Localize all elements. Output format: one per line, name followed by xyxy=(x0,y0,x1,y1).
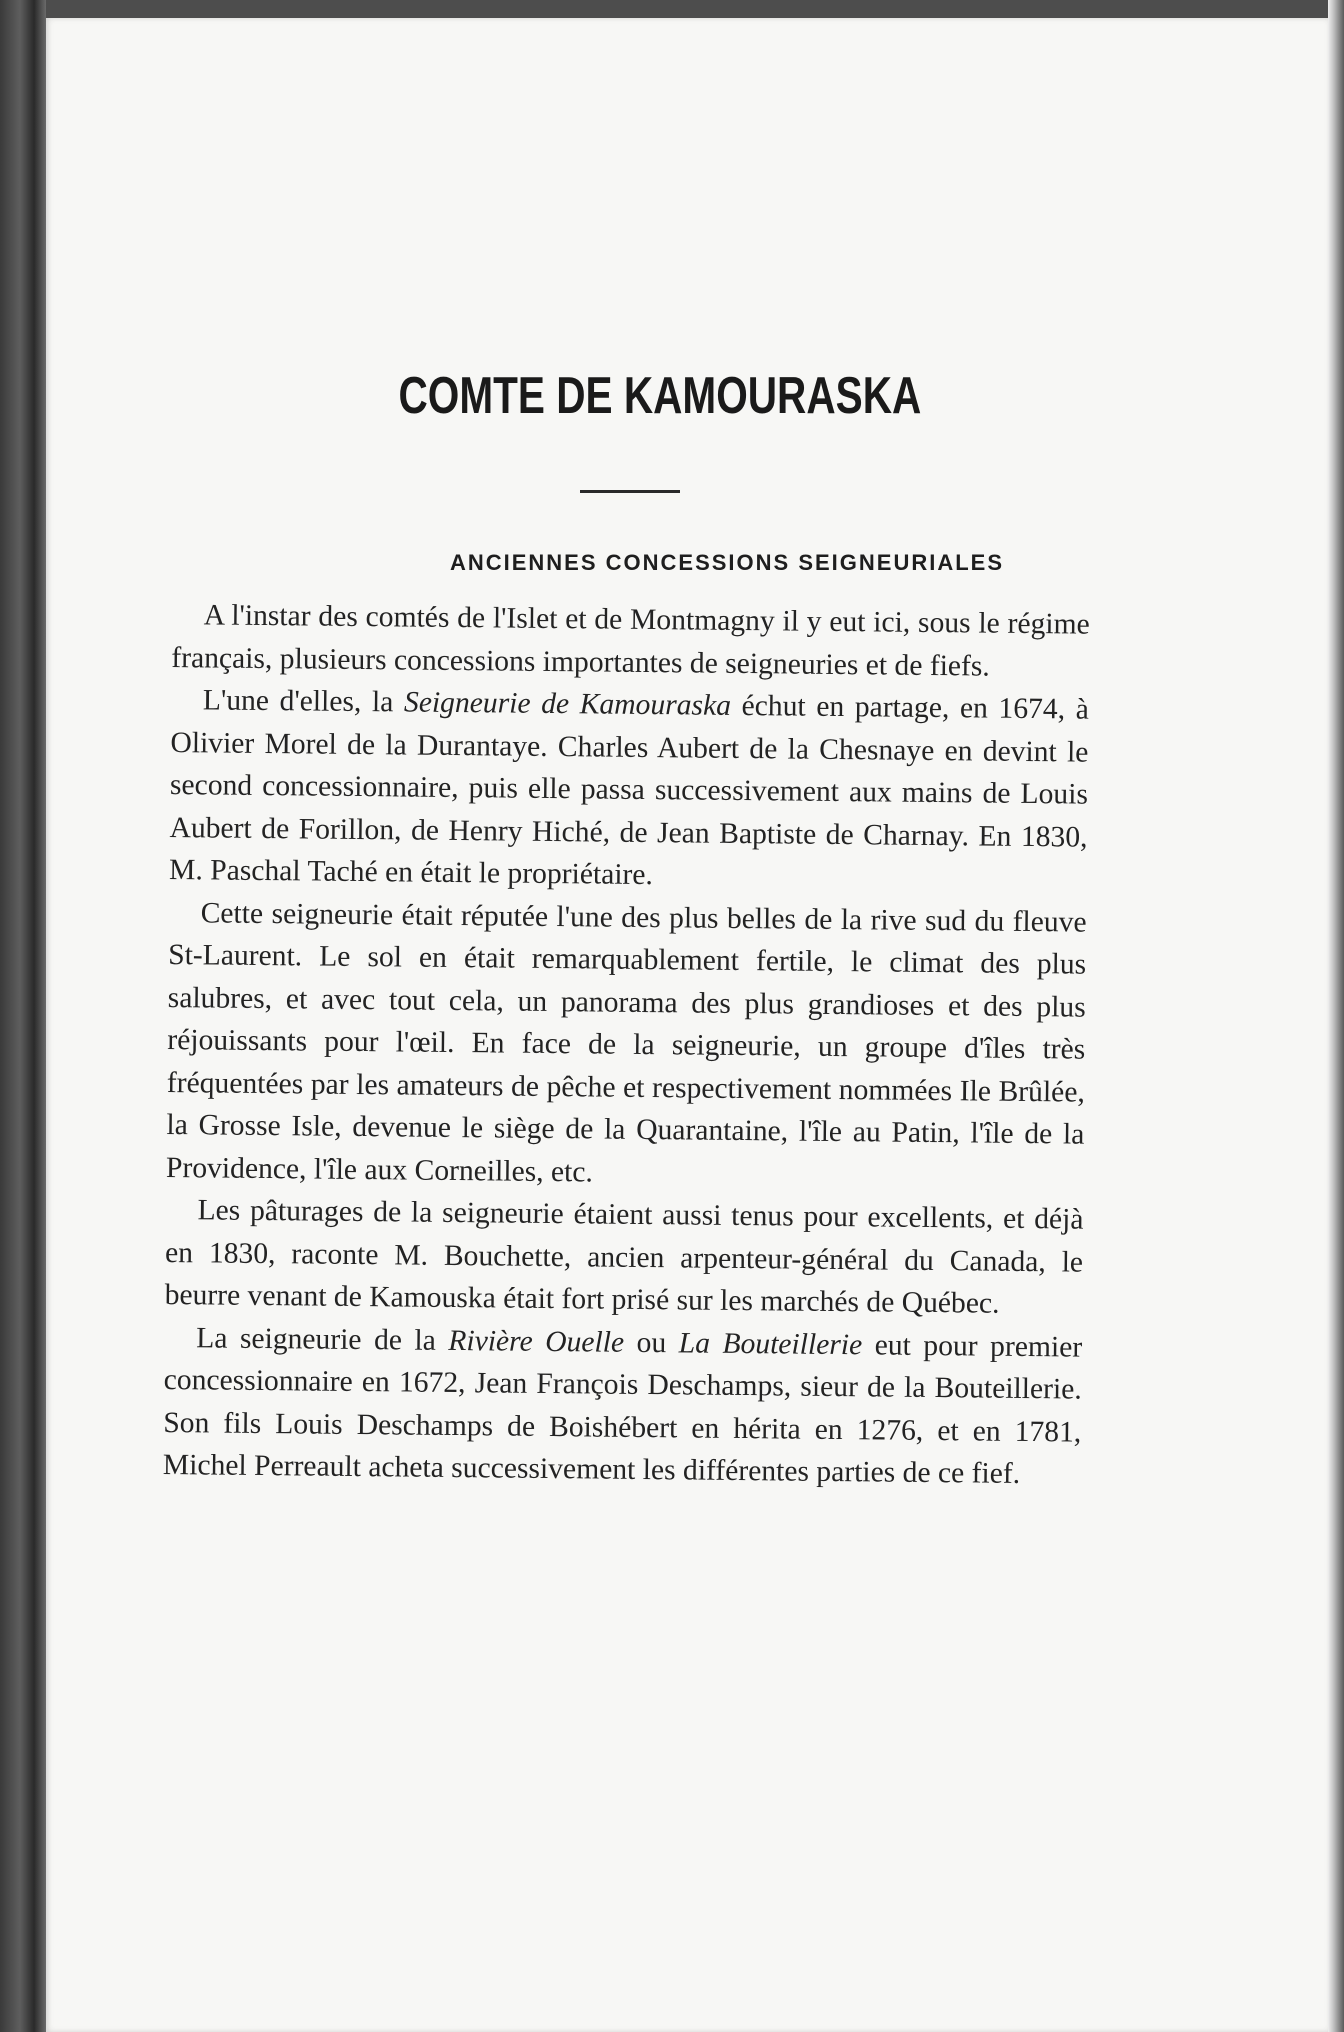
book-binding-edge xyxy=(0,0,46,2032)
body-text xyxy=(163,594,1090,1496)
seigneury-name: La Bouteillerie xyxy=(678,1326,863,1361)
scan-top-border xyxy=(0,0,1344,18)
paragraph xyxy=(164,1189,1083,1326)
text-run: A l'instar des comtés de l'Islet et de Montmagny il y eut ici, sous le régime français, plusieurs concessions importantes de seigneuries et de fiefs. xyxy=(171,599,1090,683)
text-run: ou xyxy=(623,1326,679,1359)
section-heading: ANCIENNES CONCESSIONS SEIGNEURIALES xyxy=(449,550,1005,575)
text-run: Les pâturages de la seigneurie étaient aussi tenus pour excellents, et déjà en 1830, raconte M. Bouchette, ancien arpenteur-général du Canada, le beurre venant de Kamouska était fort prisé sur les marchés de Québec. xyxy=(164,1194,1084,1320)
title-divider xyxy=(580,490,680,493)
seigneury-name: Seigneurie de Kamouraska xyxy=(403,686,732,722)
text-run: échut en partage, en 1674, à Olivier Morel de la Durantaye. Charles Aubert de la Chesnaye en devint le second concessionnaire, puis elle passa successivement aux mains de Louis Aubert de Forillon, de Henry Hiché, de Jean Baptiste de Charnay. En 1830, M. Paschal Taché en était le propriétaire. xyxy=(168,689,1090,892)
text-run: La seigneurie de la xyxy=(196,1321,449,1357)
paragraph xyxy=(166,891,1087,1198)
paragraph xyxy=(163,1316,1083,1496)
page-title: COMTE DE KAMOURASKA xyxy=(398,367,922,425)
page-right-edge xyxy=(1328,0,1344,2032)
seigneury-name: Rivière Ouelle xyxy=(448,1324,625,1359)
paragraph xyxy=(171,594,1090,689)
text-run: Cette seigneurie était réputée l'une des plus belles de la rive sud du fleuve St-Laurent. Le sol en était remarquablement fertile, le climat des plus salubres, et avec tout cela, un panorama des plus grandioses et des plus réjouissants pour l'œil. En face de la seigneurie, un groupe d'îles très fréquentées par les amateurs de pêche et respectivement nommées Ile Brûlée, la Grosse Isle, devenue le siège de la Quarantaine, l'île au Patin, l'île de la Providence, l'île aux Corneilles, etc. xyxy=(165,896,1087,1188)
text-run: L'une d'elles, la xyxy=(202,684,405,719)
paragraph xyxy=(169,679,1089,901)
text-run: eut pour premier concessionnaire en 1672, Jean François Deschamps, sieur de la Bouteillerie. Son fils Louis Deschamps de Boishébert en hérita en 1276, et en 1781, Michel Perreault acheta successivement les différentes parties de ce fief. xyxy=(162,1328,1083,1490)
book-page xyxy=(46,18,1328,2032)
